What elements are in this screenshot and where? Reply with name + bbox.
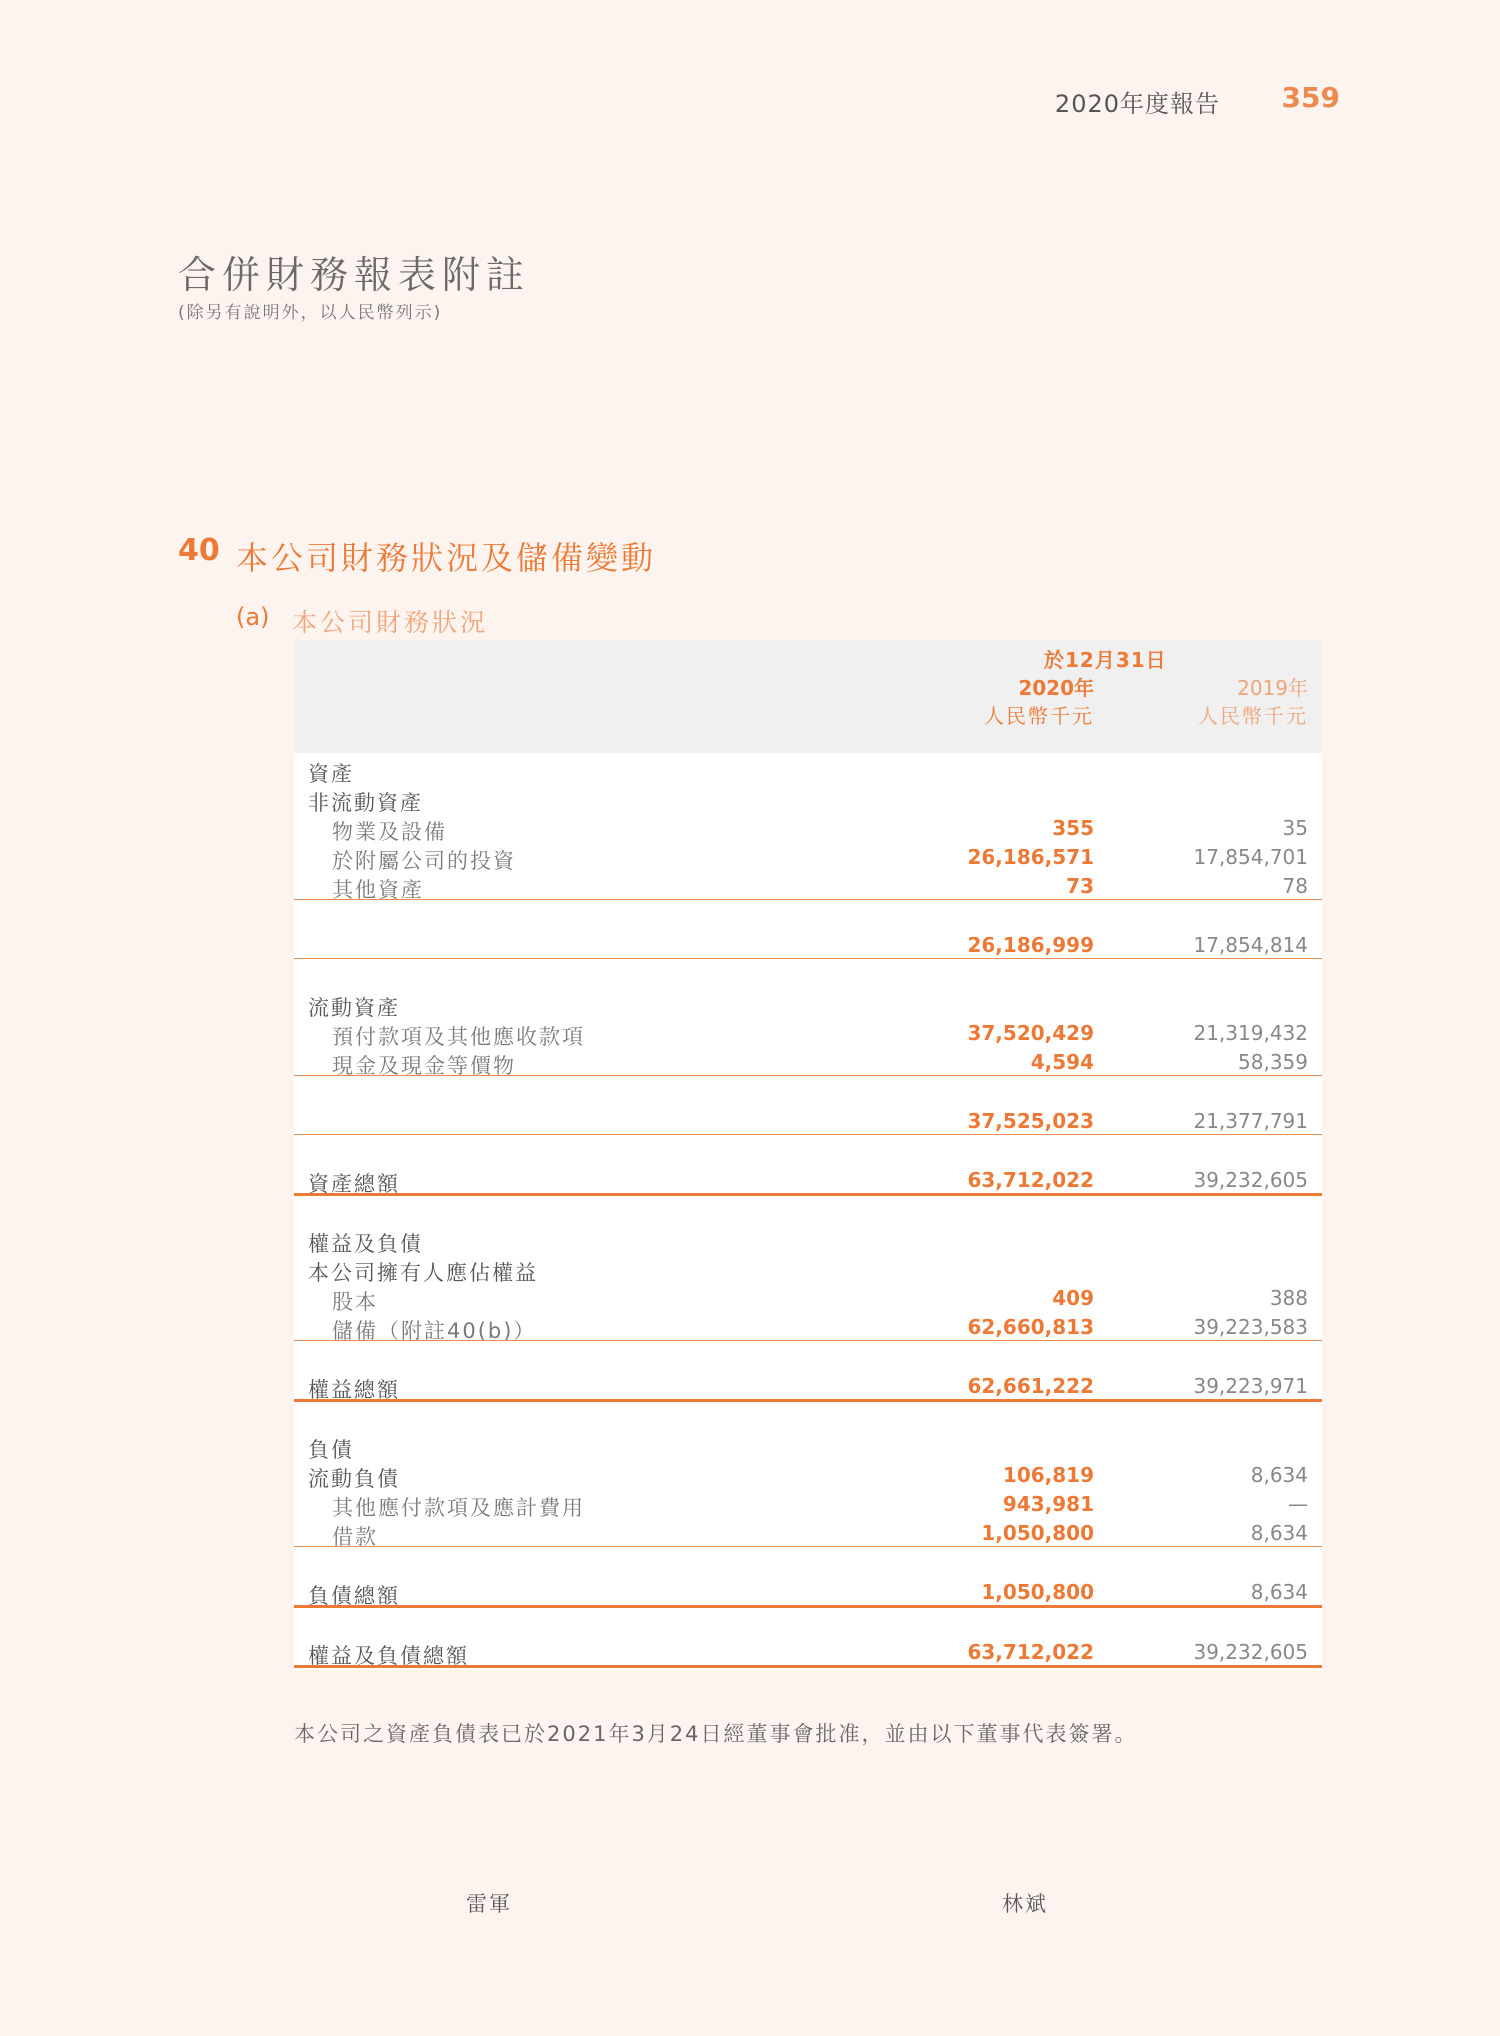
row-label: 其他應付款項及應計費用 — [332, 1496, 585, 1520]
col-prior-unit: 人民幣千元 — [1198, 704, 1308, 728]
subtotal-2020: 37,525,023 — [967, 1109, 1094, 1133]
value-2019: 8,634 — [1250, 1521, 1308, 1545]
period-header: 於12月31日 — [1044, 648, 1167, 672]
value-2019: 58,359 — [1238, 1050, 1308, 1074]
total-2019: 39,232,605 — [1193, 1168, 1308, 1192]
row-divider — [294, 899, 1322, 900]
value-2019: 388 — [1269, 1286, 1308, 1310]
row-label: 非流動資產 — [308, 791, 423, 815]
value-2020: 37,520,429 — [967, 1021, 1094, 1045]
row-label: 權益及負債總額 — [308, 1644, 469, 1668]
row-label: 流動負債 — [308, 1467, 400, 1491]
row-divider — [294, 1546, 1322, 1547]
row-label: 權益及負債 — [308, 1232, 423, 1256]
total-2020: 62,661,222 — [967, 1374, 1094, 1398]
row-label: 預付款項及其他應收款項 — [332, 1025, 585, 1049]
row-label: 現金及現金等價物 — [332, 1054, 516, 1078]
value-2019: — — [1288, 1492, 1308, 1516]
total-divider — [294, 1193, 1322, 1196]
total-divider — [294, 1605, 1322, 1608]
value-2020: 4,594 — [1030, 1050, 1094, 1074]
value-2020: 943,981 — [1002, 1492, 1094, 1516]
row-divider — [294, 1340, 1322, 1341]
value-2020: 73 — [1066, 874, 1094, 898]
signatory-2: 林斌 — [1002, 1892, 1048, 1916]
row-label: 負債 — [308, 1438, 354, 1462]
row-label: 於附屬公司的投資 — [332, 849, 516, 873]
value-2020: 26,186,571 — [967, 845, 1094, 869]
row-label: 其他資產 — [332, 878, 424, 902]
value-2020: 355 — [1052, 816, 1094, 840]
row-label: 負債總額 — [308, 1584, 400, 1608]
row-label: 資產總額 — [308, 1172, 400, 1196]
row-label: 權益總額 — [308, 1378, 400, 1402]
value-2020: 62,660,813 — [967, 1315, 1094, 1339]
table-body — [294, 753, 1322, 1670]
row-label: 借款 — [332, 1525, 378, 1549]
value-2020: 409 — [1052, 1286, 1094, 1310]
value-2020: 106,819 — [1002, 1463, 1094, 1487]
financial-position-table — [294, 640, 1322, 1670]
section-title: 本公司財務狀況及儲備變動 — [236, 539, 657, 577]
row-divider — [294, 958, 1322, 959]
grand-total-divider — [294, 1665, 1322, 1668]
row-label: 物業及設備 — [332, 820, 447, 844]
grand-total-2019: 39,232,605 — [1193, 1640, 1308, 1664]
value-2019: 39,223,583 — [1193, 1315, 1308, 1339]
total-2020: 1,050,800 — [981, 1580, 1094, 1604]
value-2019: 35 — [1282, 816, 1308, 840]
total-2019: 8,634 — [1250, 1580, 1308, 1604]
row-label: 流動資產 — [308, 996, 400, 1020]
document-subtitle: (除另有說明外，以人民幣列示) — [178, 303, 443, 323]
row-label: 本公司擁有人應佔權益 — [308, 1261, 538, 1285]
document-title: 合併財務報表附註 — [178, 253, 531, 297]
subtotal-2019: 17,854,814 — [1193, 933, 1308, 957]
col-current-year: 2020年 — [1018, 676, 1094, 700]
grand-total-2020: 63,712,022 — [967, 1640, 1094, 1664]
row-divider — [294, 1075, 1322, 1076]
signatory-1: 雷軍 — [466, 1892, 512, 1916]
section-number: 40 — [178, 533, 220, 568]
row-label: 資產 — [308, 762, 354, 786]
value-2019: 8,634 — [1250, 1463, 1308, 1487]
total-2020: 63,712,022 — [967, 1168, 1094, 1192]
subsection-title: 本公司財務狀況 — [292, 608, 489, 637]
total-2019: 39,223,971 — [1193, 1374, 1308, 1398]
row-label: 股本 — [332, 1290, 378, 1314]
report-title: 2020年度報告 — [1054, 90, 1220, 118]
value-2019: 78 — [1282, 874, 1308, 898]
page-number: 359 — [1281, 81, 1340, 114]
value-2020: 1,050,800 — [981, 1521, 1094, 1545]
subtotal-2019: 21,377,791 — [1193, 1109, 1308, 1133]
subtotal-2020: 26,186,999 — [967, 933, 1094, 957]
col-prior-year: 2019年 — [1237, 676, 1308, 700]
col-current-unit: 人民幣千元 — [984, 704, 1094, 728]
subsection-letter: (a) — [236, 603, 270, 631]
value-2019: 17,854,701 — [1193, 845, 1308, 869]
table-header — [294, 640, 1322, 753]
total-divider — [294, 1399, 1322, 1402]
row-label: 儲備（附註40(b)） — [332, 1319, 537, 1343]
approval-note: 本公司之資產負債表已於2021年3月24日經董事會批准，並由以下董事代表簽署。 — [294, 1722, 1138, 1746]
value-2019: 21,319,432 — [1193, 1021, 1308, 1045]
row-divider — [294, 1134, 1322, 1135]
